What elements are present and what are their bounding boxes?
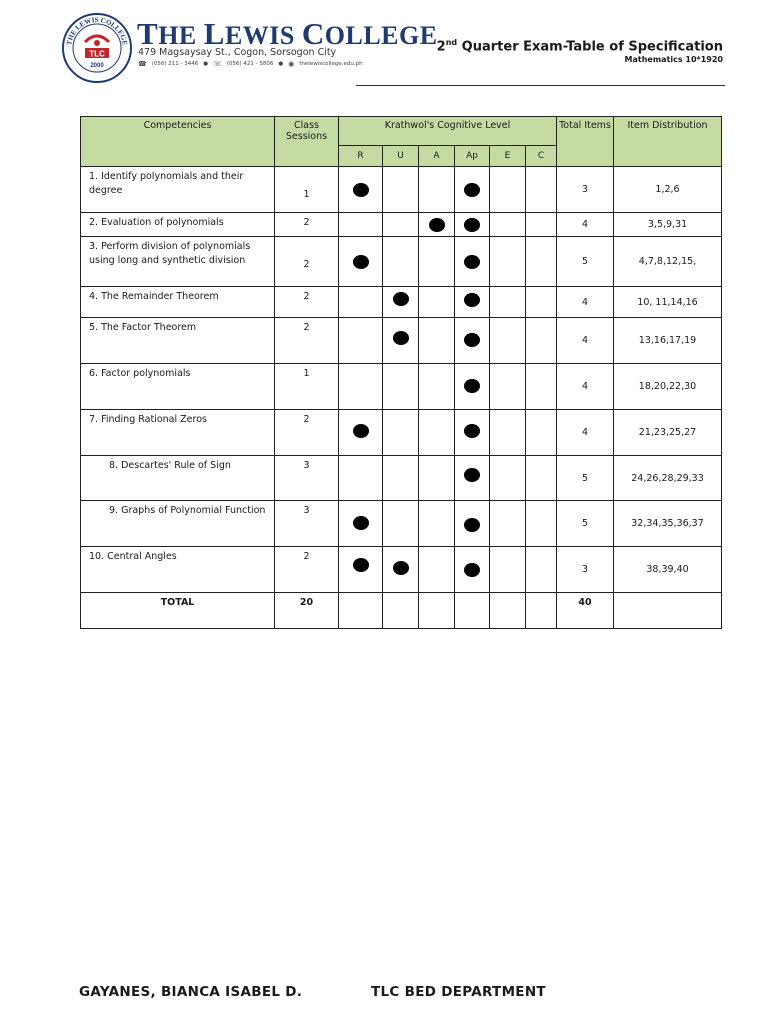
level-cell-ap: [455, 167, 490, 213]
level-cell-ap: [455, 547, 490, 593]
sessions-cell: 3: [275, 456, 339, 501]
competency-cell: 5. The Factor Theorem: [81, 318, 275, 364]
sessions-cell: 2: [275, 410, 339, 456]
seal-year: 2000: [90, 63, 104, 69]
level-cell-e: [490, 167, 526, 213]
item-distribution-cell: 24,26,28,29,33: [614, 456, 722, 501]
header-class-sessions: Class Sessions: [275, 117, 339, 167]
level-cell-e: [490, 410, 526, 456]
sessions-cell: 2: [275, 213, 339, 237]
header-total-items: Total Items: [557, 117, 614, 167]
level-cell-ap: [455, 501, 490, 547]
level-cell-r: [339, 364, 383, 410]
header-divider: [356, 85, 725, 86]
phone-number-2: (056) 421 - 5806: [226, 61, 274, 67]
table-row: [81, 456, 722, 501]
level-mark-dot: [353, 516, 369, 530]
document-subtitle: Mathematics 10*1920: [624, 55, 723, 64]
level-cell-ap: [455, 364, 490, 410]
total-items-cell: 4: [557, 213, 614, 237]
author-name: GAYANES, BIANCA ISABEL D.: [79, 984, 303, 1000]
total-level-cell: [455, 593, 490, 629]
item-distribution-cell: 32,34,35,36,37: [614, 501, 722, 547]
level-cell-a: [419, 167, 455, 213]
level-cell-a: [419, 501, 455, 547]
total-items-cell: 4: [557, 287, 614, 318]
globe-icon: ◉: [288, 60, 295, 68]
item-distribution-cell: 10, 11,14,16: [614, 287, 722, 318]
level-cell-u: [383, 213, 419, 237]
competency-cell: 7. Finding Rational Zeros: [81, 410, 275, 456]
level-cell-c: [526, 237, 557, 287]
item-distribution-cell: 13,16,17,19: [614, 318, 722, 364]
level-cell-a: [419, 318, 455, 364]
total-items-cell: 3: [557, 547, 614, 593]
competency-cell: 4. The Remainder Theorem: [81, 287, 275, 318]
mobile-phone-icon: ☎: [138, 60, 147, 68]
sessions-cell: 1: [275, 364, 339, 410]
level-cell-r: [339, 547, 383, 593]
level-cell-r: [339, 237, 383, 287]
table-row: [81, 213, 722, 237]
level-cell-e: [490, 364, 526, 410]
level-cell-e: [490, 213, 526, 237]
level-cell-r: [339, 167, 383, 213]
table-row: [81, 501, 722, 547]
level-mark-dot: [464, 563, 480, 577]
competency-cell: 10. Central Angles: [81, 547, 275, 593]
level-cell-u: [383, 501, 419, 547]
level-mark-dot: [464, 293, 480, 307]
seal-arc-text: THE LEWIS COLLEGE: [65, 15, 129, 46]
level-mark-dot: [464, 518, 480, 532]
level-cell-c: [526, 213, 557, 237]
level-cell-r: [339, 318, 383, 364]
table-row: [81, 364, 722, 410]
sessions-cell: 2: [275, 547, 339, 593]
level-cell-ap: [455, 410, 490, 456]
header-level-r: R: [339, 146, 383, 167]
level-cell-r: [339, 456, 383, 501]
level-cell-a: [419, 364, 455, 410]
sessions-cell: 2: [275, 287, 339, 318]
level-cell-c: [526, 287, 557, 318]
total-items-cell: 5: [557, 501, 614, 547]
total-items: 40: [557, 593, 614, 629]
competency-cell: 3. Perform division of polynomials using long and synthetic division: [81, 237, 275, 287]
level-cell-c: [526, 410, 557, 456]
competency-cell: 6. Factor polynomials: [81, 364, 275, 410]
department-name: TLC BED DEPARTMENT: [371, 984, 546, 1000]
level-cell-c: [526, 456, 557, 501]
item-distribution-cell: 38,39,40: [614, 547, 722, 593]
college-contacts: ☎ (056) 211 - 3446 ● ☏ (056) 421 - 5806 ● ◉ thelewiscollege.edu.ph: [138, 60, 363, 68]
item-distribution-cell: 18,20,22,30: [614, 364, 722, 410]
level-cell-r: [339, 213, 383, 237]
level-cell-u: [383, 318, 419, 364]
level-cell-ap: [455, 237, 490, 287]
level-cell-ap: [455, 318, 490, 364]
header-item-distribution: Item Distribution: [614, 117, 722, 167]
total-row: [81, 593, 722, 629]
level-cell-e: [490, 318, 526, 364]
header-level-ap: Ap: [455, 146, 490, 167]
college-name: THE LEWIS COLLEGE: [137, 16, 438, 51]
level-cell-r: [339, 501, 383, 547]
level-cell-c: [526, 364, 557, 410]
level-mark-dot: [393, 292, 409, 306]
level-cell-u: [383, 167, 419, 213]
level-cell-u: [383, 237, 419, 287]
level-cell-e: [490, 501, 526, 547]
header-level-a: A: [419, 146, 455, 167]
sessions-cell: 1: [275, 167, 339, 213]
header-competencies: Competencies: [81, 117, 275, 167]
document-title: 2nd Quarter Exam-Table of Specification: [436, 38, 723, 55]
item-distribution-cell: 3,5,9,31: [614, 213, 722, 237]
telephone-icon: ☏: [213, 60, 222, 68]
level-mark-dot: [464, 379, 480, 393]
total-sessions: 20: [275, 593, 339, 629]
level-mark-dot: [353, 255, 369, 269]
level-cell-r: [339, 410, 383, 456]
total-level-cell: [383, 593, 419, 629]
table-row: [81, 237, 722, 287]
level-mark-dot: [353, 558, 369, 572]
header-level-u: U: [383, 146, 419, 167]
total-level-cell: [339, 593, 383, 629]
level-cell-ap: [455, 287, 490, 318]
header-cognitive-level: Krathwol's Cognitive Level: [339, 117, 557, 146]
level-cell-a: [419, 213, 455, 237]
level-cell-a: [419, 456, 455, 501]
item-distribution-cell: 1,2,6: [614, 167, 722, 213]
total-items-cell: 3: [557, 167, 614, 213]
level-mark-dot: [464, 183, 480, 197]
level-mark-dot: [464, 218, 480, 232]
level-cell-u: [383, 547, 419, 593]
total-items-cell: 4: [557, 364, 614, 410]
level-mark-dot: [429, 218, 445, 232]
competency-cell: 8. Descartes' Rule of Sign: [81, 456, 275, 501]
level-cell-c: [526, 547, 557, 593]
item-distribution-cell: 21,23,25,27: [614, 410, 722, 456]
level-cell-a: [419, 410, 455, 456]
total-distribution-cell: [614, 593, 722, 629]
level-cell-u: [383, 287, 419, 318]
phone-number-1: (056) 211 - 3446: [151, 61, 199, 67]
competency-cell: 1. Identify polynomials and their degree: [81, 167, 275, 213]
total-label: TOTAL: [81, 593, 275, 629]
level-mark-dot: [393, 331, 409, 345]
table-row: [81, 547, 722, 593]
level-cell-a: [419, 237, 455, 287]
seal-abbr: TLC: [89, 49, 105, 59]
level-mark-dot: [353, 424, 369, 438]
level-mark-dot: [393, 561, 409, 575]
total-level-cell: [490, 593, 526, 629]
level-cell-c: [526, 501, 557, 547]
level-cell-u: [383, 456, 419, 501]
specification-table: [80, 116, 722, 629]
total-level-cell: [419, 593, 455, 629]
college-address: 479 Magsaysay St., Cogon, Sorsogon City: [138, 47, 337, 58]
level-mark-dot: [353, 183, 369, 197]
level-cell-e: [490, 547, 526, 593]
level-mark-dot: [464, 255, 480, 269]
total-items-cell: 5: [557, 456, 614, 501]
level-mark-dot: [464, 468, 480, 482]
level-cell-a: [419, 547, 455, 593]
table-row: [81, 167, 722, 213]
item-distribution-cell: 4,7,8,12,15,: [614, 237, 722, 287]
level-cell-a: [419, 287, 455, 318]
competency-cell: 9. Graphs of Polynomial Function: [81, 501, 275, 547]
header-level-c: C: [526, 146, 557, 167]
level-cell-e: [490, 237, 526, 287]
level-cell-u: [383, 410, 419, 456]
level-cell-r: [339, 287, 383, 318]
website: thelewiscollege.edu.ph: [299, 61, 363, 67]
level-cell-c: [526, 167, 557, 213]
table-row: [81, 287, 722, 318]
sessions-cell: 3: [275, 501, 339, 547]
table-row: [81, 410, 722, 456]
level-cell-c: [526, 318, 557, 364]
competency-cell: 2. Evaluation of polynomials: [81, 213, 275, 237]
level-mark-dot: [464, 424, 480, 438]
total-level-cell: [526, 593, 557, 629]
sessions-cell: 2: [275, 237, 339, 287]
college-seal: [61, 12, 133, 84]
sessions-cell: 2: [275, 318, 339, 364]
total-items-cell: 5: [557, 237, 614, 287]
level-cell-u: [383, 364, 419, 410]
level-mark-dot: [464, 333, 480, 347]
level-cell-e: [490, 456, 526, 501]
table-row: [81, 318, 722, 364]
total-items-cell: 4: [557, 410, 614, 456]
header-level-e: E: [490, 146, 526, 167]
level-cell-ap: [455, 456, 490, 501]
total-items-cell: 4: [557, 318, 614, 364]
level-cell-e: [490, 287, 526, 318]
level-cell-ap: [455, 213, 490, 237]
